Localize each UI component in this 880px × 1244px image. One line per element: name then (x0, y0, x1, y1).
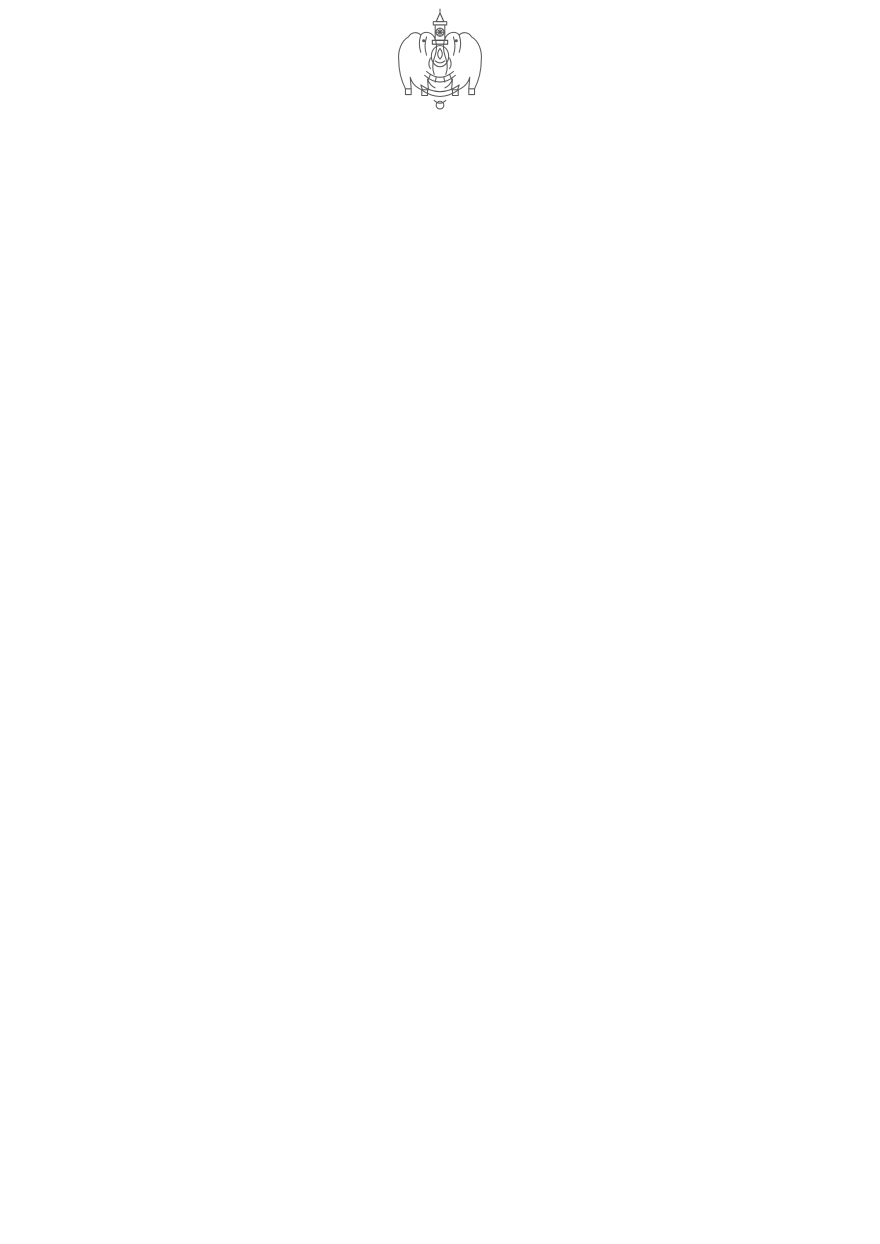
emblem-container (0, 0, 880, 112)
page-footer (0, 1206, 880, 1226)
kerala-state-emblem-icon (392, 8, 488, 112)
